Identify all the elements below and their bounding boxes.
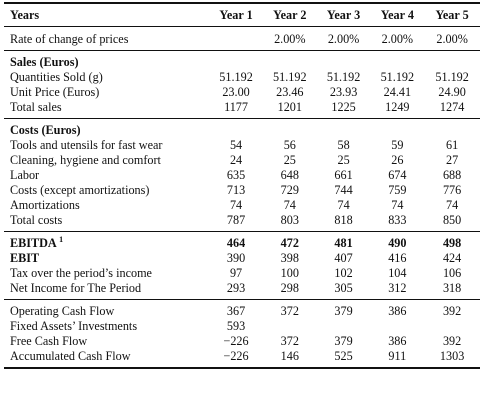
cell-value: 318 bbox=[442, 281, 462, 295]
cell-value: 23.46 bbox=[276, 85, 304, 99]
cell-value: 525 bbox=[334, 349, 353, 363]
header-year-4: Year 4 bbox=[380, 8, 414, 22]
cell-value: 1249 bbox=[385, 100, 410, 114]
cell-value: 688 bbox=[442, 168, 462, 182]
cell-value: 386 bbox=[388, 304, 407, 318]
table-row bbox=[4, 85, 480, 100]
header-label: Years bbox=[10, 8, 40, 22]
cell-value: 24 bbox=[229, 153, 243, 167]
rate-label: Rate of change of prices bbox=[10, 32, 129, 46]
table-row bbox=[4, 349, 480, 364]
cell-value: 106 bbox=[442, 266, 462, 280]
cell-value: 26 bbox=[391, 153, 404, 167]
cell-value: 74 bbox=[283, 198, 296, 212]
table-row bbox=[4, 153, 480, 168]
header-year-1: Year 1 bbox=[219, 8, 253, 22]
cell-value: 392 bbox=[442, 304, 462, 318]
cell-value: 392 bbox=[442, 334, 462, 348]
cell-value: 372 bbox=[280, 304, 299, 318]
cell-value: 1177 bbox=[224, 100, 248, 114]
financial-projection-table bbox=[4, 2, 480, 369]
cell-value: 648 bbox=[280, 168, 299, 182]
cell-value: 25 bbox=[283, 153, 296, 167]
cell-value: 464 bbox=[226, 236, 246, 250]
table-row bbox=[4, 183, 480, 198]
cell-value: 74 bbox=[229, 198, 243, 212]
rate-value: 2.00% bbox=[327, 32, 360, 46]
cell-value: 713 bbox=[226, 183, 246, 197]
cell-value: 56 bbox=[283, 138, 296, 152]
sales-title-row bbox=[4, 55, 480, 70]
row-label: Labor bbox=[10, 168, 40, 182]
cell-value: 490 bbox=[388, 236, 407, 250]
cell-value: 833 bbox=[388, 213, 407, 227]
row-label: Tax over the period’s income bbox=[10, 266, 152, 280]
table-row bbox=[4, 138, 480, 153]
table-row bbox=[4, 281, 480, 296]
cell-value: 293 bbox=[226, 281, 246, 295]
table-row bbox=[4, 213, 480, 228]
cell-value: 24.41 bbox=[383, 85, 412, 99]
row-label: Accumulated Cash Flow bbox=[10, 349, 131, 363]
table-row bbox=[4, 251, 480, 266]
cell-value: 407 bbox=[334, 251, 353, 265]
cell-value: 100 bbox=[280, 266, 299, 280]
cell-value: 59 bbox=[391, 138, 404, 152]
row-label: Unit Price (Euros) bbox=[10, 85, 100, 99]
cell-value: 51.192 bbox=[273, 70, 307, 84]
cell-value: 481 bbox=[334, 236, 353, 250]
cell-value: 23.93 bbox=[329, 85, 358, 99]
cell-value: 97 bbox=[229, 266, 243, 280]
cell-value: 818 bbox=[334, 213, 353, 227]
row-label: Cleaning, hygiene and comfort bbox=[10, 153, 161, 167]
cell-value: 51.192 bbox=[326, 70, 361, 84]
cell-value: 372 bbox=[280, 334, 299, 348]
rate-value: 2.00% bbox=[274, 32, 306, 46]
footnote-marker: 1 bbox=[59, 234, 64, 244]
row-label: Operating Cash Flow bbox=[10, 304, 115, 318]
table-row bbox=[4, 319, 480, 334]
cell-value: 23.00 bbox=[222, 85, 250, 99]
cell-value: 398 bbox=[280, 251, 299, 265]
table-row bbox=[4, 236, 480, 251]
cell-value: 390 bbox=[226, 251, 246, 265]
cell-value: 850 bbox=[442, 213, 462, 227]
row-label: Tools and utensils for fast wear bbox=[10, 138, 163, 152]
row-label: Costs (except amortizations) bbox=[10, 183, 150, 197]
table-row bbox=[4, 304, 480, 319]
cell-value: −226 bbox=[223, 349, 249, 363]
cell-value: 498 bbox=[442, 236, 462, 250]
cell-value: 74 bbox=[337, 198, 350, 212]
cell-value: 24.90 bbox=[438, 85, 466, 99]
cell-value: 104 bbox=[388, 266, 407, 280]
cell-value: 1274 bbox=[439, 100, 465, 114]
table-row bbox=[4, 266, 480, 281]
cell-value: 787 bbox=[226, 213, 246, 227]
cell-value: 635 bbox=[226, 168, 246, 182]
cell-value: 367 bbox=[226, 304, 246, 318]
cell-value: 58 bbox=[337, 138, 350, 152]
costs-title: Costs (Euros) bbox=[10, 123, 81, 137]
row-label bbox=[4, 236, 209, 251]
sales-section bbox=[4, 51, 480, 118]
cell-value: 759 bbox=[388, 183, 407, 197]
header-row bbox=[4, 4, 480, 26]
cell-value: 54 bbox=[229, 138, 243, 152]
cell-value: 776 bbox=[442, 183, 462, 197]
row-label: Total sales bbox=[10, 100, 62, 114]
table-row bbox=[4, 334, 480, 349]
cell-value: 51.192 bbox=[380, 70, 415, 84]
costs-section bbox=[4, 119, 480, 231]
cell-value: 27 bbox=[446, 153, 459, 167]
row-label: Free Cash Flow bbox=[10, 334, 88, 348]
cell-value: 74 bbox=[446, 198, 459, 212]
row-label: Amortizations bbox=[10, 198, 80, 212]
row-label: Net Income for The Period bbox=[10, 281, 142, 295]
costs-title-row bbox=[4, 123, 480, 138]
header-year-2: Year 2 bbox=[273, 8, 307, 22]
cell-value: 386 bbox=[388, 334, 407, 348]
cell-value: 25 bbox=[337, 153, 350, 167]
cell-value: 1225 bbox=[331, 100, 356, 114]
cell-value: 472 bbox=[280, 236, 299, 250]
cell-value: 305 bbox=[334, 281, 353, 295]
table-row bbox=[4, 198, 480, 213]
cell-value: 379 bbox=[334, 334, 353, 348]
table-row bbox=[4, 100, 480, 115]
cell-value: 51.192 bbox=[219, 70, 253, 84]
cell-value: 1201 bbox=[277, 100, 302, 114]
cashflow-section bbox=[4, 300, 480, 369]
cell-value: 1303 bbox=[439, 349, 465, 363]
table-row bbox=[4, 70, 480, 85]
header-year-3: Year 3 bbox=[326, 8, 361, 22]
rate-value: 2.00% bbox=[436, 32, 468, 46]
row-label: Quantities Sold (g) bbox=[10, 70, 103, 84]
rate-value: 2.00% bbox=[381, 32, 414, 46]
cell-value: 146 bbox=[280, 349, 299, 363]
header-year-5: Year 5 bbox=[435, 8, 469, 22]
cell-value: 298 bbox=[280, 281, 299, 295]
cell-value: 102 bbox=[334, 266, 353, 280]
cell-value: 729 bbox=[280, 183, 299, 197]
cell-value: 416 bbox=[388, 251, 407, 265]
table-row bbox=[4, 168, 480, 183]
cell-value: 661 bbox=[334, 168, 353, 182]
cell-value: 424 bbox=[442, 251, 462, 265]
row-label: EBIT bbox=[10, 251, 40, 265]
cell-value: 911 bbox=[388, 349, 407, 363]
cell-value: 51.192 bbox=[435, 70, 469, 84]
income-section bbox=[4, 232, 480, 299]
cell-value: 74 bbox=[391, 198, 404, 212]
rate-row bbox=[4, 27, 480, 50]
cell-value: 379 bbox=[334, 304, 353, 318]
cell-value: 674 bbox=[388, 168, 407, 182]
cell-value: 593 bbox=[226, 319, 246, 333]
ebitda-label: EBITDA bbox=[10, 236, 57, 250]
cell-value: 803 bbox=[280, 213, 299, 227]
sales-title: Sales (Euros) bbox=[10, 55, 79, 69]
cell-value: 312 bbox=[388, 281, 407, 295]
cell-value: 744 bbox=[334, 183, 353, 197]
cell-value: −226 bbox=[223, 334, 249, 348]
row-label: Fixed Assets’ Investments bbox=[10, 319, 138, 333]
row-label: Total costs bbox=[10, 213, 63, 227]
cell-value: 61 bbox=[446, 138, 459, 152]
